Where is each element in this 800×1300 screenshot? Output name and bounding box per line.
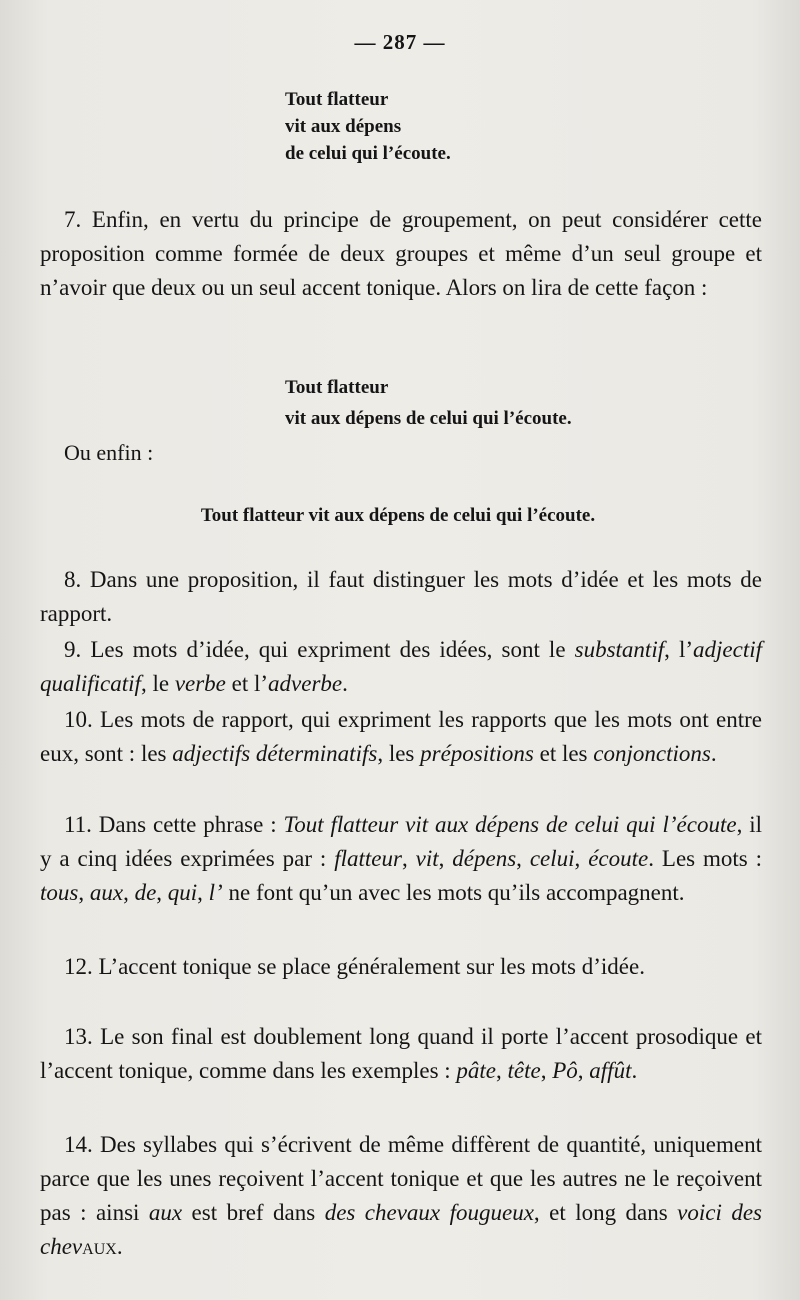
paragraph-14: 14. Des syllabes qui s’écrivent de même diffèrent de quantité, uniquement parce que les unes reçoivent l’accent tonique et que les autres ne le reçoivent pas : ainsi aux est bref dans des chevaux fougueux, et long dans voici des chevaux. xyxy=(40,1132,762,1259)
verse-line: vit aux dépens de celui qui l’écoute. xyxy=(285,408,572,429)
verse-line: Tout flatteur xyxy=(285,377,389,398)
paragraph-12: 12. L’accent tonique se place généralement sur les mots d’idée. xyxy=(64,954,645,979)
page-number: — 287 — xyxy=(354,30,446,54)
verse-line: vit aux dépens xyxy=(285,116,402,137)
paragraph-9: 9. Les mots d’idée, qui expriment des idées, sont le substantif, l’adjectif qualificatif, le verbe et l’adverbe. xyxy=(40,637,762,696)
paragraph-7: 7. Enfin, en vertu du principe de groupement, on peut considérer cette proposition comme formée de deux groupes et même d’un seul groupe et n’avoir que deux ou un seul accent tonique. Alors on lira de cette façon : xyxy=(40,207,762,300)
verse-line: Tout flatteur xyxy=(285,89,389,110)
paragraph-13: 13. Le son final est doublement long quand il porte l’accent prosodique et l’accent tonique, comme dans les exemples : pâte, tête, Pô, affût. xyxy=(40,1024,762,1083)
single-line-verse: Tout flatteur vit aux dépens de celui qui l’écoute. xyxy=(200,505,596,526)
verse-block-1 xyxy=(285,86,451,167)
ou-enfin-label: Ou enfin : xyxy=(64,440,154,465)
verse-line: de celui qui l’écoute. xyxy=(285,143,451,164)
paragraph-8: 8. Dans une proposition, il faut distinguer les mots d’idée et les mots de rapport. xyxy=(40,567,762,626)
paragraph-11: 11. Dans cette phrase : Tout flatteur vit aux dépens de celui qui l’écoute, il y a cinq idées exprimées par : flatteur, vit, dépens, celui, écoute. Les mots : tous, aux, de, qui, l’ ne font qu’un avec les mots qu’ils accompagnent. xyxy=(40,812,763,905)
verse-block-2 xyxy=(285,372,572,434)
paragraph-10: 10. Les mots de rapport, qui expriment les rapports que les mots ont entre eux, sont : les adjectifs déterminatifs, les prépositions et les conjonctions. xyxy=(40,707,762,766)
